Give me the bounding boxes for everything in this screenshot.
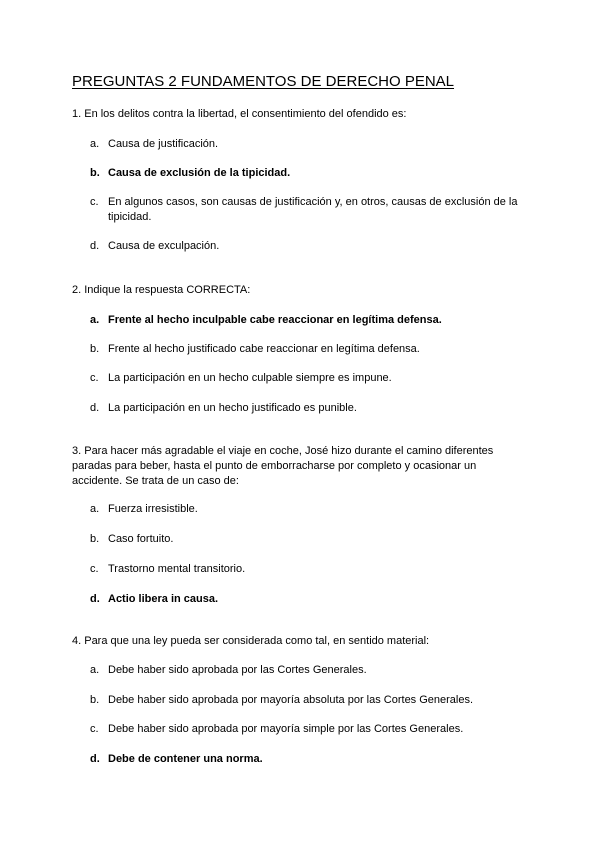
question-3-option-d [90,592,530,607]
option-text: Trastorno mental transitorio. [108,563,246,575]
option-letter: b. [90,533,100,545]
option-text: La participación en un hecho justificado es punible. [108,402,357,414]
question-2-option-d [90,401,530,416]
question-1-option-c [90,195,530,225]
option-letter: b. [90,343,100,355]
option-letter: a. [90,503,100,515]
option-text: Actio libera in causa. [108,593,219,605]
question-2-option-c [90,371,530,386]
question-4-option-b [90,693,530,708]
option-text: Causa de exculpación. [108,240,220,252]
question-4-option-a [90,663,530,678]
option-letter: c. [90,563,99,575]
option-text: Frente al hecho inculpable cabe reaccionar en legítima defensa. [108,314,442,326]
option-letter: b. [90,694,100,706]
option-letter: a. [90,138,100,150]
question-1-text: 1. En los delitos contra la libertad, el consentimiento del ofendido es: [72,108,407,120]
option-text: En algunos casos, son causas de justificación y, en otros, causas de exclusión de la tipicidad. [108,196,518,223]
option-letter: d. [90,240,100,252]
option-text: Causa de justificación. [108,138,219,150]
option-letter: a. [90,314,100,326]
question-3-option-c [90,562,530,577]
option-letter: a. [90,664,100,676]
question-1-option-d [90,239,530,254]
option-letter: c. [90,723,99,735]
option-letter: d. [90,402,100,414]
question-4-option-d [90,752,530,767]
question-2-option-b [90,342,530,357]
question-4-text: 4. Para que una ley pueda ser considerada como tal, en sentido material: [72,635,430,647]
question-3-option-a [90,502,530,517]
question-2-text: 2. Indique la respuesta CORRECTA: [72,284,251,296]
question-1-option-b [90,166,530,181]
option-text: Frente al hecho justificado cabe reaccionar en legítima defensa. [108,343,420,355]
option-text: Fuerza irresistible. [108,503,198,515]
option-text: Debe haber sido aprobada por las Cortes Generales. [108,664,367,676]
option-letter: d. [90,593,100,605]
option-letter: c. [90,372,99,384]
question-3-option-b [90,532,530,547]
option-text: La participación en un hecho culpable siempre es impune. [108,372,392,384]
option-text: Causa de exclusión de la tipicidad. [108,167,291,179]
question-4-option-c [90,722,530,737]
option-letter: d. [90,753,100,765]
option-letter: c. [90,196,99,208]
question-2-option-a [90,313,530,328]
question-1-option-a [90,137,530,152]
option-text: Debe haber sido aprobada por mayoría simple por las Cortes Generales. [108,723,464,735]
document-title: PREGUNTAS 2 FUNDAMENTOS DE DERECHO PENAL [72,73,455,90]
option-text: Debe de contener una norma. [108,753,263,765]
option-text: Debe haber sido aprobada por mayoría absoluta por las Cortes Generales. [108,694,474,706]
question-3-text: 3. Para hacer más agradable el viaje en coche, José hizo durante el camino diferentes paradas para beber, hasta el punto de emborracharse por completo y ocasionar un accidente. Se trata de un caso de: [72,445,494,487]
option-letter: b. [90,167,100,179]
option-text: Caso fortuito. [108,533,174,545]
